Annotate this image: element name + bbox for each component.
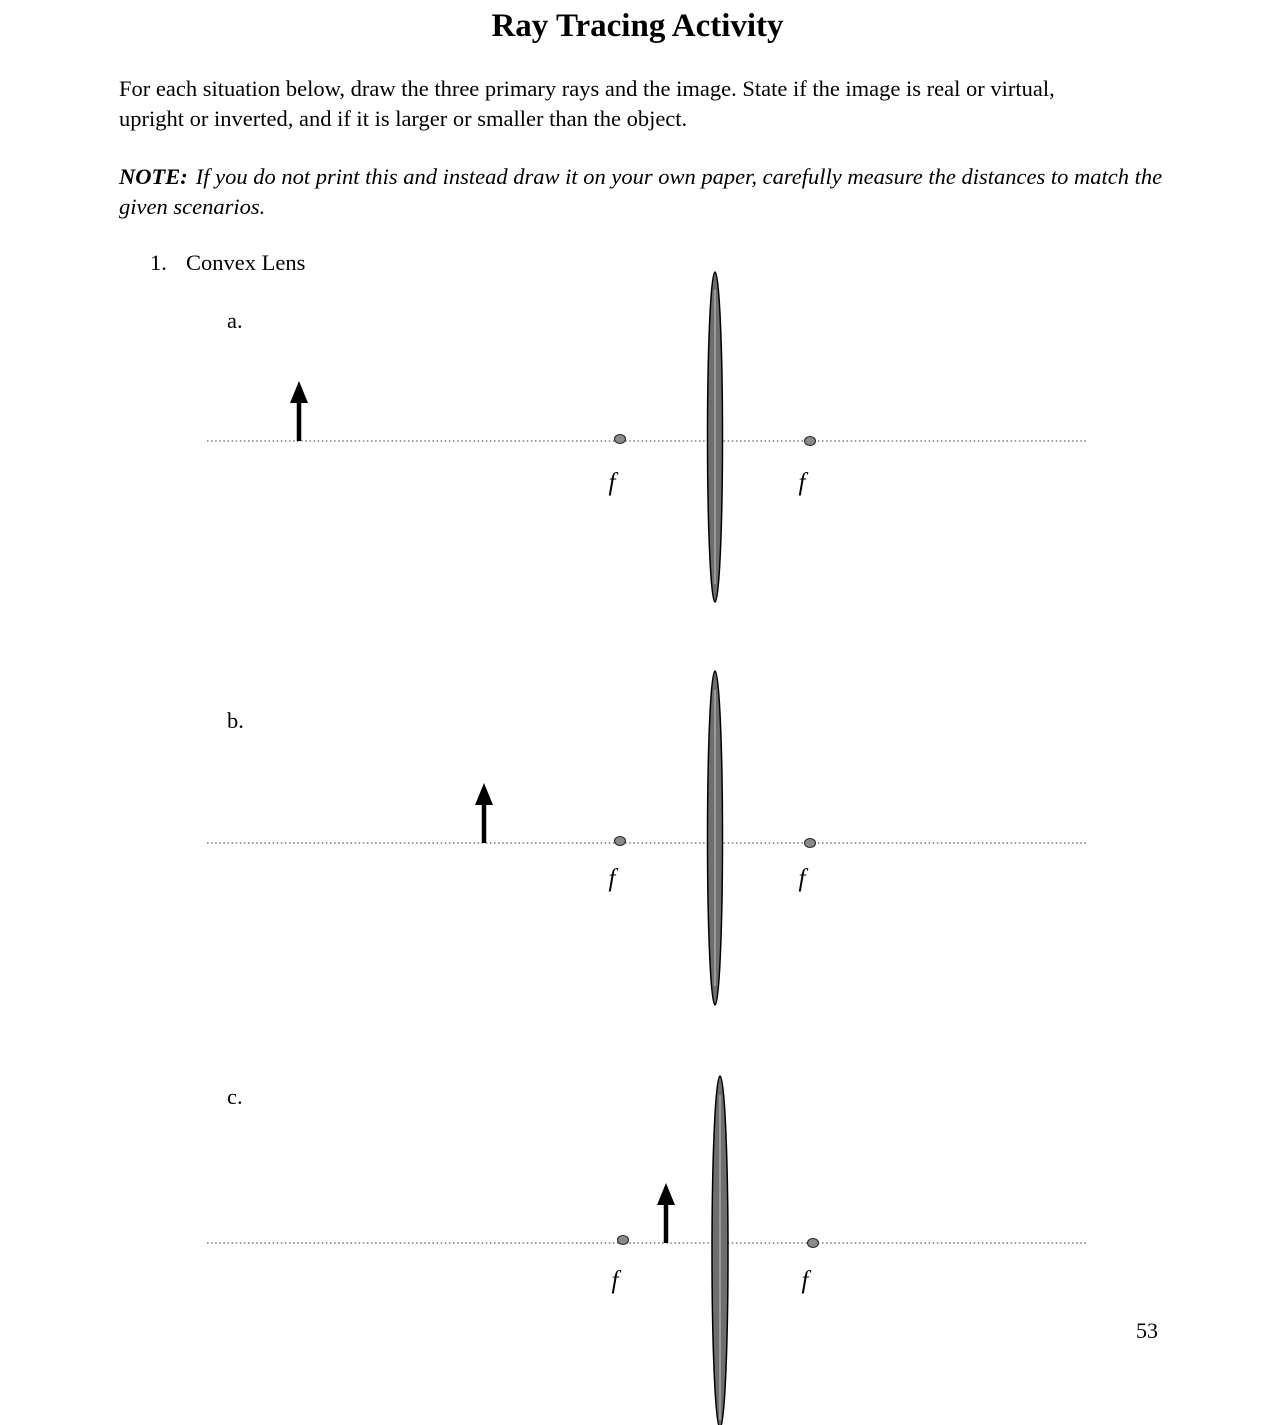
- object-arrow-head: [657, 1183, 675, 1205]
- diagram-a-label: a.: [227, 308, 243, 333]
- diagram-b-label: b.: [227, 708, 244, 733]
- intro-paragraph: For each situation below, draw the three primary rays and the image. State if the image is real or virtual, upright or inverted, and if it is larger or smaller than the object.: [119, 76, 1055, 131]
- focal-point-left: [618, 1236, 629, 1245]
- focal-point-left: [615, 435, 626, 444]
- focal-point-right: [805, 839, 816, 848]
- focal-label-right: f: [801, 1267, 809, 1294]
- page-number: 53: [1136, 1318, 1158, 1343]
- focal-point-right: [808, 1239, 819, 1248]
- diagram-c: [0, 1070, 1275, 1425]
- page-title: Ray Tracing Activity: [491, 8, 784, 44]
- focal-label-right: f: [798, 865, 806, 892]
- object-arrow-head: [475, 783, 493, 805]
- focal-point-left: [615, 837, 626, 846]
- focal-label-right: f: [798, 469, 806, 496]
- note-text: If you do not print this and instead draw it on your own paper, carefully measure the distances to match the given scenarios.: [119, 164, 1163, 219]
- diagram-b: [0, 665, 1275, 1010]
- focal-label-left: f: [611, 1267, 619, 1294]
- note-label: NOTE:: [119, 164, 188, 189]
- focal-label-left: f: [608, 865, 616, 892]
- note-paragraph: [119, 162, 1194, 222]
- diagram-a: [0, 260, 1275, 605]
- diagram-c-label: c.: [227, 1084, 243, 1109]
- problem-title: Convex Lens: [186, 250, 306, 275]
- focal-label-left: f: [608, 469, 616, 496]
- object-arrow-head: [290, 381, 308, 403]
- problem-number: 1.: [150, 250, 167, 275]
- focal-point-right: [805, 437, 816, 446]
